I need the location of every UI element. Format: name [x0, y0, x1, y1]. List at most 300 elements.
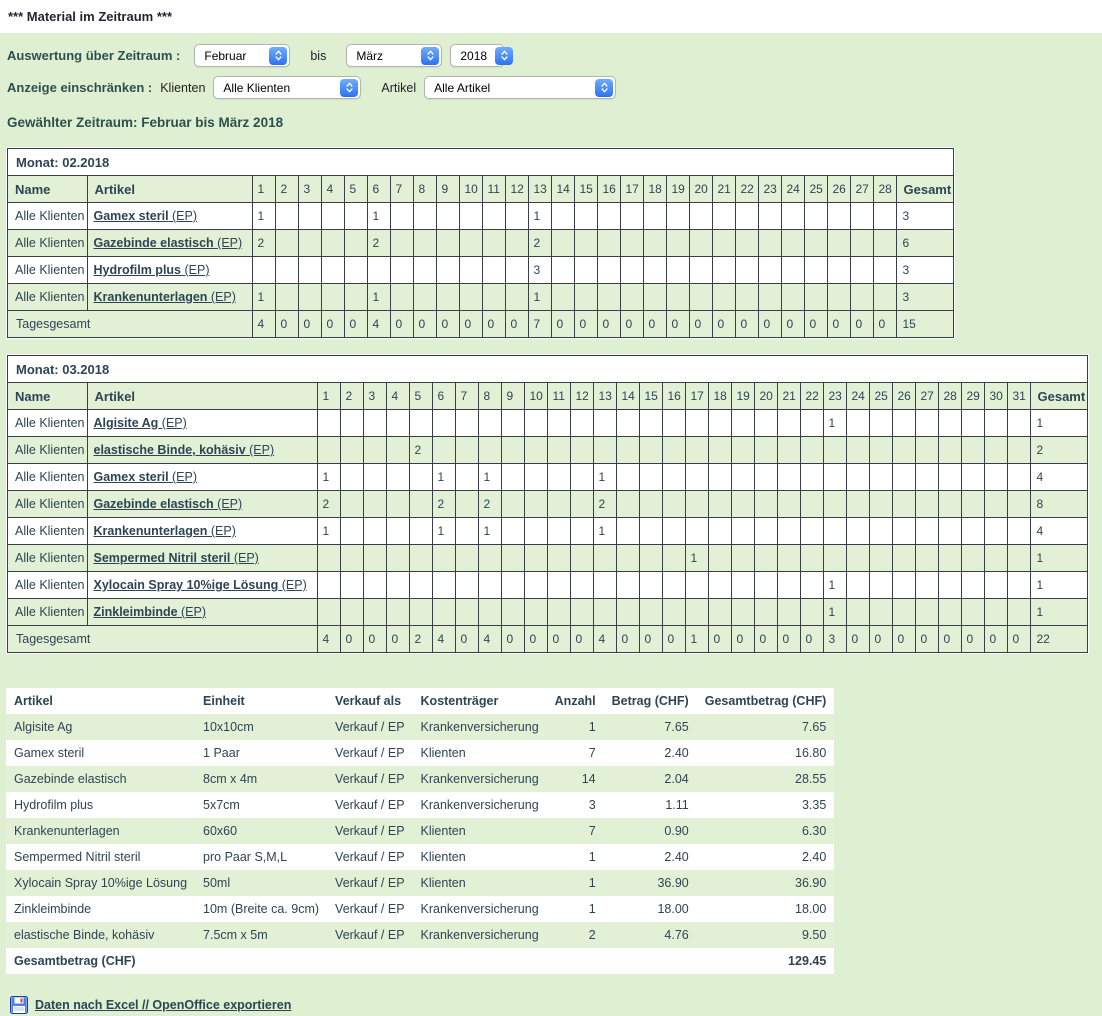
- day-cell: 2: [478, 491, 501, 518]
- artikel-link[interactable]: Algisite Ag (EP): [93, 416, 187, 430]
- artikel-link[interactable]: Hydrofilm plus (EP): [93, 263, 210, 277]
- day-cell: [459, 284, 482, 311]
- day-cell: [340, 545, 363, 572]
- summary-cell: Hydrofilm plus: [14, 798, 94, 812]
- artikel-link[interactable]: Gamex steril (EP): [93, 470, 198, 484]
- day-cell: [275, 230, 298, 257]
- day-cell: [459, 257, 482, 284]
- summary-cell: 3: [588, 798, 596, 812]
- day-cell: [685, 518, 708, 545]
- day-cell: [547, 572, 570, 599]
- day-cell: [938, 518, 961, 545]
- floppy-disk-icon: [10, 996, 28, 1014]
- day-cell: [616, 599, 639, 626]
- day-total-cell: 0: [846, 626, 869, 653]
- select-stepper-icon: [495, 47, 513, 65]
- selected-period-heading: Gewählter Zeitraum: Februar bis März 2018: [7, 115, 284, 130]
- day-cell: [666, 230, 689, 257]
- day-cell: [432, 599, 455, 626]
- client-cell: Alle Klienten: [8, 464, 88, 491]
- day-cell: [731, 464, 754, 491]
- artikel-name: Xylocain Spray 10%ige Lösung: [93, 578, 279, 592]
- day-cell: [662, 518, 685, 545]
- day-cell: [712, 203, 735, 230]
- day-cell: [570, 437, 593, 464]
- summary-cell: 16.80: [795, 746, 827, 760]
- day-cell: [689, 203, 712, 230]
- day-cell: [597, 203, 620, 230]
- artikel-link[interactable]: Xylocain Spray 10%ige Lösung (EP): [93, 578, 307, 592]
- day-header: 26: [827, 176, 850, 203]
- day-cell: [892, 491, 915, 518]
- summary-cell: Verkauf / EP: [335, 720, 405, 734]
- artikel-link[interactable]: Krankenunterlagen (EP): [93, 524, 236, 538]
- day-total-cell: 0: [869, 626, 892, 653]
- day-cell: 1: [317, 518, 340, 545]
- summary-header: Anzahl: [547, 688, 604, 714]
- day-cell: [827, 230, 850, 257]
- client-cell: Alle Klienten: [8, 203, 88, 230]
- summary-cell: 7: [588, 746, 596, 760]
- day-cell: [781, 230, 804, 257]
- day-header: 28: [938, 383, 961, 410]
- day-cell: [593, 572, 616, 599]
- day-cell: [938, 410, 961, 437]
- day-cell: [1007, 545, 1030, 572]
- day-header: 13: [528, 176, 551, 203]
- summary-cell: 5x7cm: [203, 798, 240, 812]
- summary-table: [6, 688, 834, 974]
- day-cell: [777, 545, 800, 572]
- day-total-cell: 0: [662, 626, 685, 653]
- day-header: 23: [823, 383, 846, 410]
- day-cell: [317, 599, 340, 626]
- day-cell: [984, 545, 1007, 572]
- page-title: *** Material im Zeitraum ***: [0, 0, 1102, 33]
- day-cell: [340, 518, 363, 545]
- day-cell: [363, 491, 386, 518]
- row-total: 4: [1030, 464, 1088, 491]
- day-cell: [777, 518, 800, 545]
- day-cell: [938, 464, 961, 491]
- tagesgesamt-row: [8, 311, 954, 338]
- day-cell: [685, 410, 708, 437]
- month-title-row: [8, 356, 1088, 383]
- day-header: 4: [386, 383, 409, 410]
- day-cell: 2: [432, 491, 455, 518]
- day-cell: [298, 257, 321, 284]
- day-cell: [685, 491, 708, 518]
- day-cell: [915, 572, 938, 599]
- day-total-cell: 0: [689, 311, 712, 338]
- day-header: 11: [482, 176, 505, 203]
- day-cell: [781, 284, 804, 311]
- day-cell: [643, 230, 666, 257]
- restrict-filter-label: Anzeige einschränken :: [7, 80, 153, 95]
- day-cell: [823, 545, 846, 572]
- day-header: 29: [961, 383, 984, 410]
- summary-cell: 36.90: [795, 876, 827, 890]
- day-cell: [892, 437, 915, 464]
- artikel-name: Sempermed Nitril steril: [93, 551, 231, 565]
- day-total-cell: 0: [712, 311, 735, 338]
- summary-row: [6, 870, 834, 896]
- day-header: 21: [712, 176, 735, 203]
- day-cell: [409, 410, 432, 437]
- day-header: 24: [846, 383, 869, 410]
- day-cell: [892, 572, 915, 599]
- day-total-cell: 0: [597, 311, 620, 338]
- day-cell: [754, 518, 777, 545]
- day-cell: [823, 491, 846, 518]
- row-total: 1: [1030, 572, 1088, 599]
- day-cell: [712, 257, 735, 284]
- day-cell: [731, 491, 754, 518]
- summary-cell: 10m (Breite ca. 9cm): [203, 902, 320, 916]
- day-cell: [390, 284, 413, 311]
- day-header: 10: [459, 176, 482, 203]
- day-cell: [639, 518, 662, 545]
- day-cell: [551, 230, 574, 257]
- summary-cell: 7.5cm x 5m: [203, 928, 268, 942]
- day-cell: [505, 230, 528, 257]
- day-cell: [892, 518, 915, 545]
- day-cell: [869, 437, 892, 464]
- day-total-cell: 0: [363, 626, 386, 653]
- day-cell: [639, 464, 662, 491]
- day-cell: [390, 230, 413, 257]
- day-cell: [593, 410, 616, 437]
- day-cell: [455, 599, 478, 626]
- day-cell: [850, 230, 873, 257]
- day-cell: 2: [409, 437, 432, 464]
- summary-cell: 28.55: [795, 772, 827, 786]
- day-cell: [869, 518, 892, 545]
- day-cell: [551, 257, 574, 284]
- table-row: [8, 203, 954, 230]
- day-cell: 2: [593, 491, 616, 518]
- day-cell: [666, 284, 689, 311]
- day-header: 26: [892, 383, 915, 410]
- articles-select[interactable]: [424, 76, 616, 99]
- summary-cell: 1.11: [665, 798, 689, 812]
- day-cell: [823, 518, 846, 545]
- day-cell: [777, 491, 800, 518]
- day-total-cell: 0: [547, 626, 570, 653]
- day-cell: [869, 545, 892, 572]
- day-cell: 1: [593, 518, 616, 545]
- day-cell: 1: [478, 518, 501, 545]
- day-cell: [800, 599, 823, 626]
- day-total-cell: 0: [639, 626, 662, 653]
- month-table: [7, 148, 954, 338]
- day-cell: [524, 464, 547, 491]
- day-header: 28: [873, 176, 896, 203]
- day-cell: [708, 410, 731, 437]
- day-cell: [639, 437, 662, 464]
- day-cell: [298, 203, 321, 230]
- day-cell: 2: [317, 491, 340, 518]
- summary-cell: Krankenversicherung: [420, 720, 539, 734]
- summary-cell: Klienten: [420, 876, 466, 890]
- table-row: [8, 230, 954, 257]
- artikel-link[interactable]: Gazebinde elastisch (EP): [93, 236, 243, 250]
- day-total-cell: 0: [873, 311, 896, 338]
- day-cell: [432, 545, 455, 572]
- artikel-link[interactable]: Gamex steril (EP): [93, 209, 198, 223]
- artikel-link[interactable]: Zinkleimbinde (EP): [93, 605, 207, 619]
- day-cell: [570, 599, 593, 626]
- day-header: 5: [344, 176, 367, 203]
- day-header: 31: [1007, 383, 1030, 410]
- day-cell: 1: [528, 203, 551, 230]
- day-cell: [482, 230, 505, 257]
- day-cell: [827, 257, 850, 284]
- summary-cell: Klienten: [420, 850, 466, 864]
- month-title: Monat: 03.2018: [8, 356, 1088, 383]
- day-cell: 1: [823, 410, 846, 437]
- day-header: 8: [413, 176, 436, 203]
- day-cell: [478, 410, 501, 437]
- summary-cell: 7.65: [801, 720, 827, 734]
- day-total-cell: 4: [432, 626, 455, 653]
- from-month-value: Februar: [204, 48, 247, 63]
- day-cell: [455, 410, 478, 437]
- day-cell: [455, 572, 478, 599]
- day-cell: [823, 464, 846, 491]
- day-cell: [252, 257, 275, 284]
- export-link[interactable]: Daten nach Excel // OpenOffice exportieren: [35, 998, 292, 1012]
- day-cell: [800, 491, 823, 518]
- day-cell: [478, 572, 501, 599]
- day-header: 11: [547, 383, 570, 410]
- day-cell: [478, 437, 501, 464]
- day-header: 6: [432, 383, 455, 410]
- day-cell: [846, 518, 869, 545]
- day-total-cell: 0: [570, 626, 593, 653]
- day-cell: [386, 491, 409, 518]
- day-cell: [524, 437, 547, 464]
- day-cell: [689, 257, 712, 284]
- artikel-name: Gazebinde elastisch: [93, 236, 214, 250]
- day-cell: [1007, 464, 1030, 491]
- from-month-select[interactable]: [194, 44, 290, 67]
- table-row: [8, 518, 1088, 545]
- day-cell: [317, 572, 340, 599]
- day-cell: 1: [478, 464, 501, 491]
- day-cell: [754, 599, 777, 626]
- day-header: 5: [409, 383, 432, 410]
- day-cell: [616, 437, 639, 464]
- summary-cell: 1: [588, 720, 596, 734]
- select-stepper-icon: [595, 79, 613, 97]
- summary-cell: Algisite Ag: [14, 720, 73, 734]
- day-cell: [662, 572, 685, 599]
- row-total: 1: [1030, 545, 1088, 572]
- artikel-name: Gazebinde elastisch: [93, 497, 214, 511]
- day-cell: [570, 518, 593, 545]
- day-cell: [938, 599, 961, 626]
- day-cell: [800, 518, 823, 545]
- day-cell: [1007, 410, 1030, 437]
- day-cell: [547, 491, 570, 518]
- day-cell: [409, 545, 432, 572]
- day-cell: 1: [367, 284, 390, 311]
- day-total-cell: 0: [344, 311, 367, 338]
- artikel-name: Gamex steril: [93, 470, 169, 484]
- summary-row: [6, 740, 834, 766]
- artikel-link[interactable]: Krankenunterlagen (EP): [93, 290, 236, 304]
- summary-cell: elastische Binde, kohäsiv: [14, 928, 155, 942]
- day-cell: [846, 572, 869, 599]
- day-cell: [754, 437, 777, 464]
- clients-select[interactable]: [213, 76, 361, 99]
- summary-cell: Krankenversicherung: [420, 772, 539, 786]
- to-month-select[interactable]: [346, 44, 442, 67]
- day-cell: [275, 257, 298, 284]
- day-cell: [432, 410, 455, 437]
- day-cell: [643, 284, 666, 311]
- summary-cell: 9.50: [801, 928, 827, 942]
- artikel-link[interactable]: Sempermed Nitril steril (EP): [93, 551, 259, 565]
- day-cell: [827, 203, 850, 230]
- day-cell: [758, 257, 781, 284]
- day-total-cell: 0: [827, 311, 850, 338]
- day-cell: [413, 257, 436, 284]
- day-header: 12: [570, 383, 593, 410]
- day-cell: [708, 518, 731, 545]
- day-cell: [501, 572, 524, 599]
- day-cell: [505, 284, 528, 311]
- day-cell: [873, 230, 896, 257]
- artikel-link[interactable]: elastische Binde, kohäsiv (EP): [93, 443, 275, 457]
- day-cell: [524, 572, 547, 599]
- summary-footer-label: Gesamtbetrag (CHF): [14, 954, 136, 968]
- day-cell: [708, 572, 731, 599]
- summary-cell: 60x60: [203, 824, 238, 838]
- day-cell: [593, 599, 616, 626]
- day-cell: [317, 545, 340, 572]
- day-cell: [432, 572, 455, 599]
- summary-grand-total: 129.45: [788, 954, 827, 968]
- day-cell: [846, 545, 869, 572]
- day-cell: [708, 545, 731, 572]
- day-cell: [616, 518, 639, 545]
- day-cell: [298, 284, 321, 311]
- day-cell: [643, 257, 666, 284]
- row-total: 1: [1030, 599, 1088, 626]
- day-total-cell: 0: [735, 311, 758, 338]
- day-cell: [685, 437, 708, 464]
- day-cell: [501, 410, 524, 437]
- day-cell: [639, 410, 662, 437]
- day-header: 10: [524, 383, 547, 410]
- summary-cell: Krankenversicherung: [420, 798, 539, 812]
- day-header: 16: [662, 383, 685, 410]
- day-cell: [781, 257, 804, 284]
- day-cell: [846, 491, 869, 518]
- day-cell: [804, 230, 827, 257]
- bis-label: bis: [310, 48, 327, 63]
- day-header: 25: [869, 383, 892, 410]
- day-cell: [846, 464, 869, 491]
- day-cell: [735, 257, 758, 284]
- tagesgesamt-row: [8, 626, 1088, 653]
- day-cell: [758, 203, 781, 230]
- day-total-cell: 0: [754, 626, 777, 653]
- day-total-cell: 0: [850, 311, 873, 338]
- day-header: 7: [455, 383, 478, 410]
- year-select[interactable]: [450, 44, 504, 67]
- day-total-cell: 0: [804, 311, 827, 338]
- day-cell: [735, 203, 758, 230]
- day-header: 30: [984, 383, 1007, 410]
- day-cell: [823, 437, 846, 464]
- day-total-cell: 0: [413, 311, 436, 338]
- row-total: 3: [896, 284, 954, 311]
- day-cell: 1: [823, 572, 846, 599]
- client-cell: Alle Klienten: [8, 410, 88, 437]
- summary-header: Kostenträger: [413, 688, 547, 714]
- day-cell: [777, 572, 800, 599]
- summary-cell: Verkauf / EP: [335, 824, 405, 838]
- day-cell: [869, 410, 892, 437]
- day-header: 2: [275, 176, 298, 203]
- day-header: 27: [915, 383, 938, 410]
- day-header: 13: [593, 383, 616, 410]
- gesamt-header: Gesamt: [1030, 383, 1088, 410]
- summary-header: Artikel: [6, 688, 195, 714]
- day-header-row: [8, 383, 1088, 410]
- client-cell: Alle Klienten: [8, 599, 88, 626]
- day-cell: [800, 545, 823, 572]
- day-cell: [616, 410, 639, 437]
- day-cell: [639, 491, 662, 518]
- day-cell: [984, 572, 1007, 599]
- day-total-cell: 4: [252, 311, 275, 338]
- select-stepper-icon: [340, 79, 358, 97]
- day-cell: [524, 410, 547, 437]
- day-cell: [390, 203, 413, 230]
- day-cell: [827, 284, 850, 311]
- summary-cell: 2.04: [664, 772, 689, 786]
- day-cell: [524, 518, 547, 545]
- day-cell: [574, 284, 597, 311]
- client-cell: Alle Klienten: [8, 437, 88, 464]
- day-cell: 1: [528, 284, 551, 311]
- day-total-cell: 4: [593, 626, 616, 653]
- row-total: 2: [1030, 437, 1088, 464]
- day-cell: 1: [685, 545, 708, 572]
- summary-cell: Klienten: [420, 824, 466, 838]
- summary-cell: 7.65: [664, 720, 689, 734]
- day-cell: [574, 257, 597, 284]
- day-cell: [505, 257, 528, 284]
- day-total-cell: 0: [574, 311, 597, 338]
- day-cell: [643, 203, 666, 230]
- artikel-link[interactable]: Gazebinde elastisch (EP): [93, 497, 243, 511]
- day-cell: [344, 257, 367, 284]
- summary-cell: 3.35: [801, 798, 827, 812]
- day-cell: [777, 464, 800, 491]
- day-cell: [731, 410, 754, 437]
- artikel-header: Artikel: [87, 176, 252, 203]
- day-cell: [363, 410, 386, 437]
- summary-table-container: [0, 688, 1102, 974]
- summary-cell: 18.00: [795, 902, 827, 916]
- day-cell: [984, 491, 1007, 518]
- day-cell: [455, 518, 478, 545]
